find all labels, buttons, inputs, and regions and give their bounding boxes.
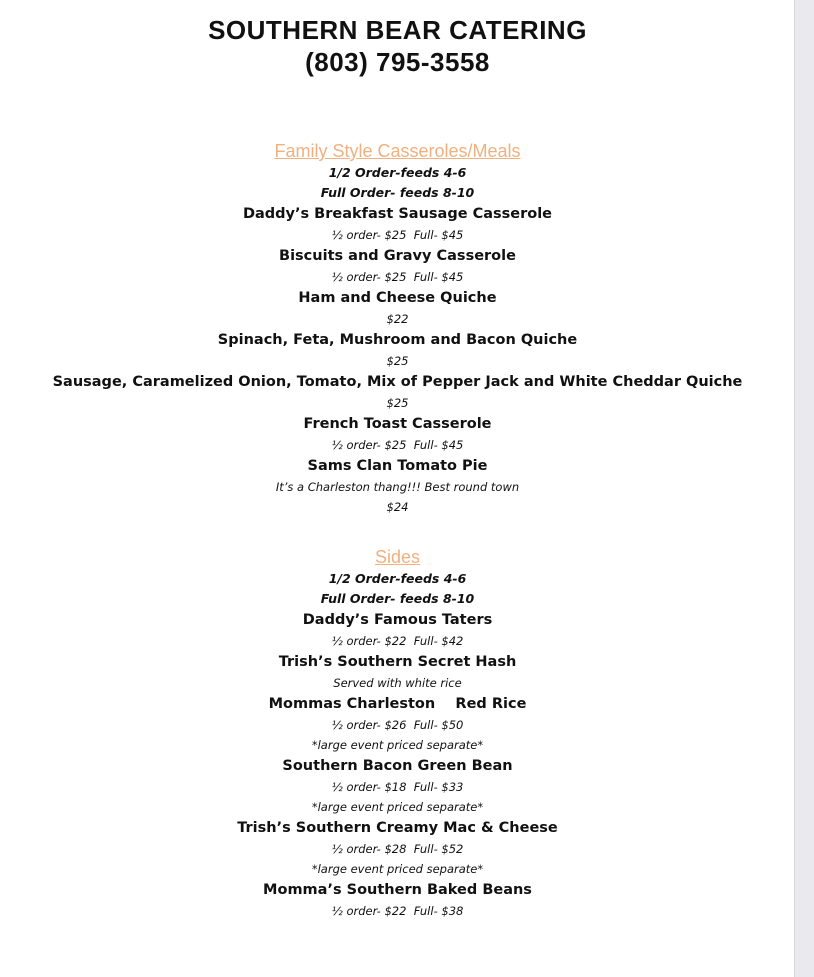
menu-item-price: ½ order- $25 Full- $45	[331, 438, 464, 452]
menu-item-note: *large event priced separate*	[311, 738, 484, 752]
menu-item-price: $22	[386, 312, 409, 326]
menu-item-name: Trish’s Southern Creamy Mac & Cheese	[237, 820, 558, 836]
business-name: SOUTHERN BEAR CATERING	[208, 15, 587, 45]
menu-item-price: ½ order- $28 Full- $52	[331, 842, 464, 856]
section-subtitle: 1/2 Order-feeds 4-6	[328, 571, 467, 586]
section-casseroles	[0, 139, 795, 517]
menu-item-name: Sausage, Caramelized Onion, Tomato, Mix of Pepper Jack and White Cheddar Quiche	[52, 374, 743, 390]
menu-item-note: It’s a Charleston thang!!! Best round town	[275, 480, 520, 494]
section-heading: Sides	[374, 547, 421, 567]
menu-item-name: Southern Bacon Green Bean	[282, 758, 513, 774]
menu-item-price: $25	[386, 354, 409, 368]
section-subtitle: Full Order- feeds 8-10	[320, 591, 475, 606]
menu-item-name: Biscuits and Gravy Casserole	[279, 248, 516, 264]
menu-item-name: Sams Clan Tomato Pie	[307, 458, 488, 474]
menu-item-price: ½ order- $18 Full- $33	[331, 780, 464, 794]
menu-item-name: Daddy’s Famous Taters	[302, 612, 493, 628]
menu-item-price: ½ order- $25 Full- $45	[331, 270, 464, 284]
section-heading: Family Style Casseroles/Meals	[274, 141, 521, 161]
page-edge	[794, 0, 814, 977]
section-sides	[0, 545, 795, 921]
menu-item-name: Momma’s Southern Baked Beans	[263, 882, 532, 898]
menu-item-price: ½ order- $22 Full- $42	[331, 634, 464, 648]
section-subtitle: Full Order- feeds 8-10	[320, 185, 475, 200]
menu-item-note: *large event priced separate*	[311, 800, 484, 814]
menu-item-note: Served with white rice	[333, 676, 462, 690]
menu-item-name: Trish’s Southern Secret Hash	[278, 654, 517, 670]
menu-item-name: Mommas Charleston Red Rice	[268, 696, 527, 712]
menu-item-price: $25	[386, 396, 409, 410]
menu-item-name: Ham and Cheese Quiche	[298, 290, 497, 306]
menu-item-price: ½ order- $26 Full- $50	[331, 718, 464, 732]
menu-item-name: Daddy’s Breakfast Sausage Casserole	[242, 206, 553, 222]
menu-item-note: *large event priced separate*	[311, 862, 484, 876]
menu-item-name: French Toast Casserole	[303, 416, 492, 432]
menu-item-price: ½ order- $25 Full- $45	[331, 228, 464, 242]
menu-item-price: ½ order- $22 Full- $38	[331, 904, 464, 918]
section-subtitle: 1/2 Order-feeds 4-6	[328, 165, 467, 180]
phone-number: (803) 795-3558	[305, 47, 490, 77]
menu-item-name: Spinach, Feta, Mushroom and Bacon Quiche	[217, 332, 578, 348]
menu-item-price: $24	[386, 500, 409, 514]
